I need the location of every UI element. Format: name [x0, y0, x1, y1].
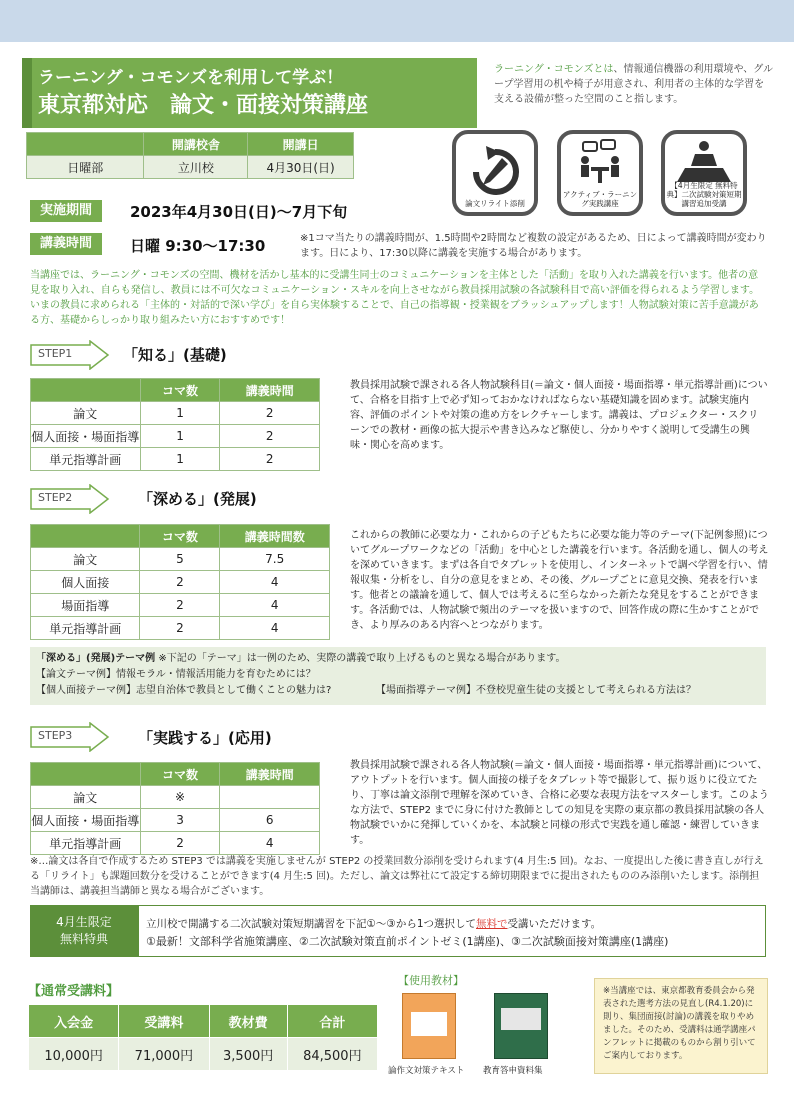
- step3-cell: 個人面接・場面指導: [31, 809, 141, 832]
- step1-cell: 2: [220, 402, 320, 425]
- step3-table: [30, 762, 320, 855]
- step3-cell: ※: [140, 786, 220, 809]
- special-line2: ①最新！文部科学省施策講座、②二次試験対策直前ポイントゼミ(1講座)、③二次試験面接対策講座(1講座): [146, 935, 669, 948]
- fees-table: [28, 1004, 378, 1071]
- overview-text: 当講座では、ラーニング・コモンズの空間、機材を活かし基本的に受講生同士のコミュニケーションを主体とした「活動」を取り入れた講義を行います。他者の意見を取り入れ、自らも発信し、教員には不可欠なコミュニケーション・スキルを向上させながら教員採用試験の各試験科目で高い評価を得られるよう学習します。いまの教員に求められる「主体的・対話的で深い学び」を自ら実体験することで、自己の指導観・授業観をブラッシュアップします！人物試験対策に苦手意識がある方、基礎からしっかり取り組みたい方におすすめです！: [30, 270, 760, 326]
- special-offer-tag: [30, 905, 138, 957]
- icon-label: 論文リライト添削: [465, 199, 525, 208]
- step1-cell: 2: [220, 425, 320, 448]
- theme-essay: 【論文テーマ例】情報モラル・情報活用能力を育むためには？: [36, 669, 316, 680]
- essay-footnote: ※…論文は各自で作成するため STEP3 では講義を実施しませんが STEP2 の授業回数分添削を受けられます(4 月生:5 回)。なお、一度提出した後に書き直しが行える「リライト」も課題回数分を受けることができます(4 月生:5 回)。ただし、論文は弊社にて設定する締切期限までに提出されたもののみ添削いたします。添削担当講師は、講義担当講師と異なる場合がございます。: [30, 856, 764, 897]
- step1-title: 「知る」(基礎): [123, 346, 227, 364]
- step1-header: コマ数: [140, 379, 220, 402]
- special-offer-box: [138, 905, 766, 957]
- time-value: 日曜 9:30～17:30: [130, 237, 266, 255]
- discount-note: ※当講座では、東京都教育委員会から発表された選考方法の見直し(R4.1.20)に則り、集団面接(討論)の講義を取りやめました。そのため、受講料は通学講座パンフレットに掲載のものから割り引いてご案内しております。: [594, 978, 768, 1074]
- schedule-table: [26, 132, 354, 179]
- step3-header: コマ数: [140, 763, 220, 786]
- step1-cell: 個人面接・場面指導: [31, 425, 141, 448]
- theme-situational: 【場面指導テーマ例】不登校児童生徒の支援として考えられる方法は？: [376, 685, 696, 696]
- step3-cell: 論文: [31, 786, 141, 809]
- fee-header: 受講料: [119, 1005, 209, 1038]
- step3-cell: 4: [220, 832, 320, 855]
- textbook-cover-2: [494, 993, 548, 1059]
- step1-cell: 1: [140, 425, 220, 448]
- step1-cell: 2: [220, 448, 320, 471]
- special-tag-line1: 4月生限定: [56, 915, 112, 929]
- theme-interview: 【個人面接テーマ例】志望自治体で教員として働くことの魅力は?: [36, 685, 332, 696]
- step2-cell: 2: [140, 617, 220, 640]
- intro-body: 、情報通信機器の利用環境や、グループ学習用の机や椅子が用意され、利用者の主体的な学習を支える設備が整った空間のこと指します。: [494, 64, 773, 105]
- fee-header: 入会金: [29, 1005, 119, 1038]
- icon-label: 【4月生限定 無料特典】二次試験対策短期講習追加受講: [666, 181, 742, 208]
- free-link[interactable]: 無料で: [476, 918, 508, 930]
- step2-cell: 場面指導: [31, 594, 140, 617]
- theme-heading-line: [36, 651, 566, 667]
- book2-label: 教育答申資料集: [483, 1066, 543, 1076]
- step2-tag: STEP2: [38, 491, 73, 504]
- special-line1: [146, 916, 601, 931]
- feature-card-active-learning: [557, 130, 643, 216]
- step3-cell: 6: [220, 809, 320, 832]
- step2-cell: 5: [140, 548, 220, 571]
- period-label: 実施期間: [30, 200, 102, 222]
- time-label: 講義時間: [30, 233, 102, 255]
- fee-value: 3,500円: [209, 1038, 287, 1071]
- step3-cell: [220, 786, 320, 809]
- icon-label: アクティブ・ラーニング実践講座: [562, 190, 638, 208]
- step3-cell: 単元指導計画: [31, 832, 141, 855]
- theme-heading-note: ※下記の「テーマ」は一例のため、実際の講義で取り上げるものと異なる場合があります。: [158, 653, 566, 664]
- step1-tag: STEP1: [38, 347, 73, 360]
- schedule-cell: 立川校: [144, 156, 248, 179]
- time-note: ※1コマ当たりの講義時間が、1.5時間や2時間など複数の設定があるため、日によって講義時間が変わります。日により、17:30以降に講義を実施する場合があります。: [300, 233, 767, 259]
- schedule-cell: 4月30日(日): [248, 156, 354, 179]
- step1-description: 教員採用試験で課される各人物試験科目(＝論文・個人面接・場面指導・単元指導計画)について、合格を目指す上で必ず知っておかなければならない基礎知識を固めます。試験実施内容、評価のポイントや対策の進め方をレクチャーします。講義は、プロジェクター・スクリーンでの教材・画像の拡大提示や書き込みなど駆使し、分かりやすく説明して受講生の興味・関心を高めます。: [350, 380, 768, 451]
- banner-title: 東京都対応 論文・面接対策講座: [38, 93, 369, 118]
- fee-value: 10,000円: [29, 1038, 119, 1071]
- pencil-icon: [456, 138, 534, 198]
- step2-header: 講義時間数: [220, 525, 330, 548]
- fee-header: 教材費: [209, 1005, 287, 1038]
- step1-cell: 論文: [31, 402, 141, 425]
- top-bar: [0, 0, 794, 42]
- step2-title: 「深める」(発展): [138, 490, 257, 508]
- step3-title: 「実践する」(応用): [138, 729, 272, 747]
- step2-cell: 個人面接: [31, 571, 140, 594]
- step2-cell: 単元指導計画: [31, 617, 140, 640]
- step2-table: [30, 524, 330, 640]
- step1-header: [31, 379, 141, 402]
- step2-cell: 2: [140, 594, 220, 617]
- step1-cell: 1: [140, 402, 220, 425]
- step3-description: 教員採用試験で課される各人物試験(＝論文・個人面接・場面指導・単元指導計画)について、アウトプットを行います。個人面接の様子をタブレット等で撮影して、振り返りに役立てたり、丁寧は論文添削で理解を深めていき、合格に必要な表現方法をマスターします。このような方法で、STEP2 までに身に付けた教師としての知見を実際の東京都の教員採用試験の各人物試験でいかに発揮していくかを、本試験と同様の形式で実践を通し確認・練習していきます。: [350, 760, 769, 846]
- book1-label: 論作文対策テキスト: [388, 1066, 465, 1076]
- period-value: 2023年4月30日(日)～7月下旬: [130, 203, 348, 221]
- banner-stripe: [22, 58, 32, 128]
- fees-heading: 【通常受講料】: [28, 984, 120, 999]
- step1-cell: 単元指導計画: [31, 448, 141, 471]
- step2-cell: 4: [220, 617, 330, 640]
- fee-header: 合計: [287, 1005, 377, 1038]
- special-text-b: 受講いただけます。: [507, 918, 602, 930]
- step3-cell: 2: [140, 832, 220, 855]
- step1-cell: 1: [140, 448, 220, 471]
- step3-header: 講義時間: [220, 763, 320, 786]
- step2-cell: 論文: [31, 548, 140, 571]
- schedule-cell: 日曜部: [27, 156, 144, 179]
- step2-header: [31, 525, 140, 548]
- step3-header: [31, 763, 141, 786]
- intro-highlight: ラーニング・コモンズとは: [494, 64, 614, 75]
- step2-cell: 7.5: [220, 548, 330, 571]
- banner-subtitle: ラーニング・コモンズを利用して学ぶ！: [38, 68, 344, 88]
- step2-cell: 4: [220, 594, 330, 617]
- feature-card-bonus: [661, 130, 747, 216]
- step1-header: 講義時間: [220, 379, 320, 402]
- textbook-cover-1: [402, 993, 456, 1059]
- intro-text: [494, 62, 774, 107]
- fee-value: 84,500円: [287, 1038, 377, 1071]
- group-discussion-icon: [561, 136, 639, 196]
- special-tag-line2: 無料特典: [59, 932, 108, 946]
- fee-value: 71,000円: [119, 1038, 209, 1071]
- step2-description: これからの教師に必要な力・これからの子どもたちに必要な能力等のテーマ(下記例参照)についてグループワークなどの「活動」を中心とした講義を行います。各活動を通し、個人の考えを深めていきます。まずは各自でタブレットを使用し、インターネットで調べ学習を行い、情報収集・分析をし、自分の意見をまとめ、その後、グループごとに意見交換、発表を行います。他者との議論を通して、個人では考えるに至らなかった新たな発見をすることができます。各活動では、人物試験で頻出のテーマを扱いますので、回答作成の際に生かすことができ、より厚みのある内容へとつながります。: [350, 530, 769, 631]
- step3-cell: 3: [140, 809, 220, 832]
- step2-header: コマ数: [140, 525, 220, 548]
- theme-heading: 「深める」(発展)テーマ例: [36, 653, 156, 664]
- special-text-a: 立川校で開講する二次試験対策短期講習を下記①～③から1つ選択して: [146, 918, 477, 930]
- materials-heading: 【使用教材】: [398, 974, 464, 987]
- step2-cell: 4: [220, 571, 330, 594]
- schedule-header: 開講校舎: [144, 133, 248, 156]
- step2-cell: 2: [140, 571, 220, 594]
- schedule-header: 開講日: [248, 133, 354, 156]
- step1-table: [30, 378, 320, 471]
- step3-tag: STEP3: [38, 729, 73, 742]
- schedule-header: [27, 133, 144, 156]
- feature-card-rewrite: [452, 130, 538, 216]
